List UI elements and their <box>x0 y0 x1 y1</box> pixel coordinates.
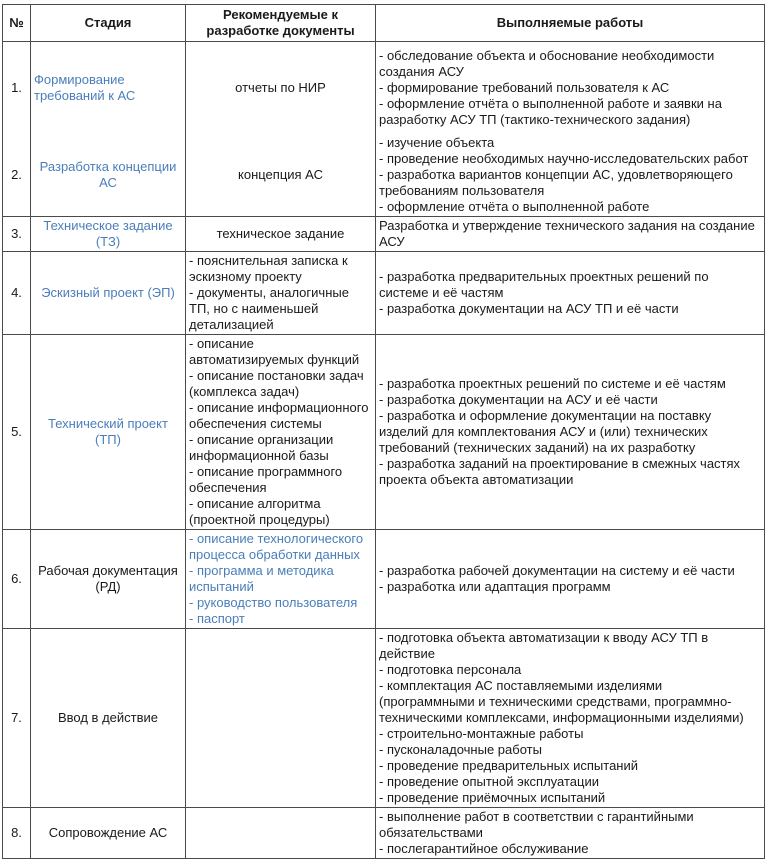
stage-cell <box>31 42 186 135</box>
table-row <box>3 42 765 135</box>
work-item: - подготовка объекта автоматизации к вводу АСУ ТП в действие <box>379 630 709 661</box>
stage-link[interactable]: Техническое задание (ТЗ) <box>43 218 173 249</box>
documents-cell <box>186 134 376 217</box>
documents-cell <box>186 335 376 530</box>
table-row <box>3 335 765 530</box>
work-item: - проведение предварительных испытаний <box>379 758 639 773</box>
document-link[interactable]: - программа и методика испытаний <box>189 563 334 594</box>
work-item: - формирование требований пользователя к АС <box>379 80 670 95</box>
work-item: - разработка заданий на проектирование в смежных частях проекта объекта автоматизации <box>379 456 741 487</box>
table-header <box>3 5 765 42</box>
work-item: - оформление отчёта о выполненной работе <box>379 199 650 214</box>
work-item: - разработка документации на АСУ и её части <box>379 392 658 407</box>
header-documents: Рекомендуемые к разработке документы <box>186 5 376 42</box>
stage-cell <box>31 530 186 629</box>
table-row <box>3 252 765 335</box>
work-item: - разработка предварительных проектных решений по системе и её частям <box>379 269 709 300</box>
row-number-cell: 8. <box>3 808 31 859</box>
stage-text: Сопровождение АС <box>48 825 168 840</box>
row-number-cell: 1. <box>3 42 31 135</box>
work-item: - разработка вариантов концепции АС, удовлетворяющего требованиям пользователя <box>379 167 733 198</box>
row-number-cell: 3. <box>3 217 31 252</box>
work-item: - подготовка персонала <box>379 662 522 677</box>
row-number-cell: 6. <box>3 530 31 629</box>
table-body <box>3 42 765 859</box>
stage-link[interactable]: Формирование требований к АС <box>34 72 136 103</box>
stage-link[interactable]: Разработка концепции АС <box>39 159 177 190</box>
documents-cell <box>186 629 376 808</box>
works-cell <box>376 629 765 808</box>
documents-cell <box>186 252 376 335</box>
header-number: № <box>3 5 31 42</box>
work-item: - разработка документации на АСУ ТП и её части <box>379 301 679 316</box>
works-cell <box>376 335 765 530</box>
table-row <box>3 217 765 252</box>
document-link[interactable]: - руководство пользователя <box>189 595 358 610</box>
header-stage: Стадия <box>31 5 186 42</box>
row-number-cell: 4. <box>3 252 31 335</box>
document-link[interactable]: - паспорт <box>189 611 245 626</box>
document-item: - пояснительная записка к эскизному проекту <box>189 253 348 284</box>
document-item: - описание программного обеспечения <box>189 464 343 495</box>
row-number-cell: 5. <box>3 335 31 530</box>
document-item: концепция АС <box>238 167 323 182</box>
work-item: - обследование объекта и обоснование необходимости создания АСУ <box>379 48 715 79</box>
work-item: - разработка проектных решений по системе и её частям <box>379 376 726 391</box>
work-item: - изучение объекта <box>379 135 495 150</box>
document-item: - описание автоматизируемых функций <box>189 336 360 367</box>
document-item: - документы, аналогичные ТП, но с наименьшей детализацией <box>189 285 349 332</box>
stage-text: Рабочая документация (РД) <box>38 563 178 594</box>
work-item: - оформление отчёта о выполненной работе и заявки на разработку АСУ ТП (тактико-технического задания) <box>379 96 722 127</box>
works-cell <box>376 530 765 629</box>
document-link[interactable]: - описание технологического процесса обработки данных <box>189 531 364 562</box>
work-item: - пусконаладочные работы <box>379 742 542 757</box>
document-item: - описание постановки задач (комплекса задач) <box>189 368 364 399</box>
document-item: - описание организации информационной базы <box>189 432 334 463</box>
table-row <box>3 134 765 217</box>
as-development-stages-table <box>2 4 765 859</box>
documents-cell <box>186 808 376 859</box>
works-cell <box>376 42 765 135</box>
document-item: - описание информационного обеспечения системы <box>189 400 369 431</box>
document-item: - описание алгоритма (проектной процедуры) <box>189 496 330 527</box>
table-row <box>3 808 765 859</box>
stage-link[interactable]: Эскизный проект (ЭП) <box>41 285 175 300</box>
stage-text: Ввод в действие <box>57 710 159 725</box>
work-item: Разработка и утверждение технического задания на создание АСУ <box>379 218 755 249</box>
work-item: - выполнение работ в соответствии с гарантийными обязательствами <box>379 809 694 840</box>
row-number-cell: 7. <box>3 629 31 808</box>
work-item: - разработка и оформление документации на поставку изделий для комплектования АСУ и (или) технических требований (технических заданий) на их разработку <box>379 408 712 455</box>
work-item: - послегарантийное обслуживание <box>379 841 589 856</box>
row-number-cell: 2. <box>3 134 31 217</box>
header-works: Выполняемые работы <box>376 5 765 42</box>
documents-cell <box>186 42 376 135</box>
work-item: - проведение опытной эксплуатации <box>379 774 599 789</box>
stage-cell <box>31 808 186 859</box>
works-cell <box>376 252 765 335</box>
works-cell <box>376 134 765 217</box>
table-row <box>3 629 765 808</box>
stage-link[interactable]: Технический проект (ТП) <box>48 416 168 447</box>
work-item: - строительно-монтажные работы <box>379 726 584 741</box>
stage-cell <box>31 217 186 252</box>
work-item: - разработка рабочей документации на систему и её части <box>379 563 735 578</box>
documents-cell <box>186 217 376 252</box>
documents-cell <box>186 530 376 629</box>
work-item: - проведение приёмочных испытаний <box>379 790 606 805</box>
work-item: - комплектация АС поставляемыми изделиями (программными и техническими средствами, программно-техническими комплексами, информационными изделиями) <box>379 678 744 725</box>
works-cell <box>376 808 765 859</box>
table-row <box>3 530 765 629</box>
stage-cell <box>31 335 186 530</box>
stage-cell <box>31 134 186 217</box>
works-cell <box>376 217 765 252</box>
stage-cell <box>31 629 186 808</box>
work-item: - разработка или адаптация программ <box>379 579 611 594</box>
document-item: техническое задание <box>216 226 345 241</box>
document-item: отчеты по НИР <box>235 80 326 95</box>
stage-cell <box>31 252 186 335</box>
work-item: - проведение необходимых научно-исследовательских работ <box>379 151 749 166</box>
